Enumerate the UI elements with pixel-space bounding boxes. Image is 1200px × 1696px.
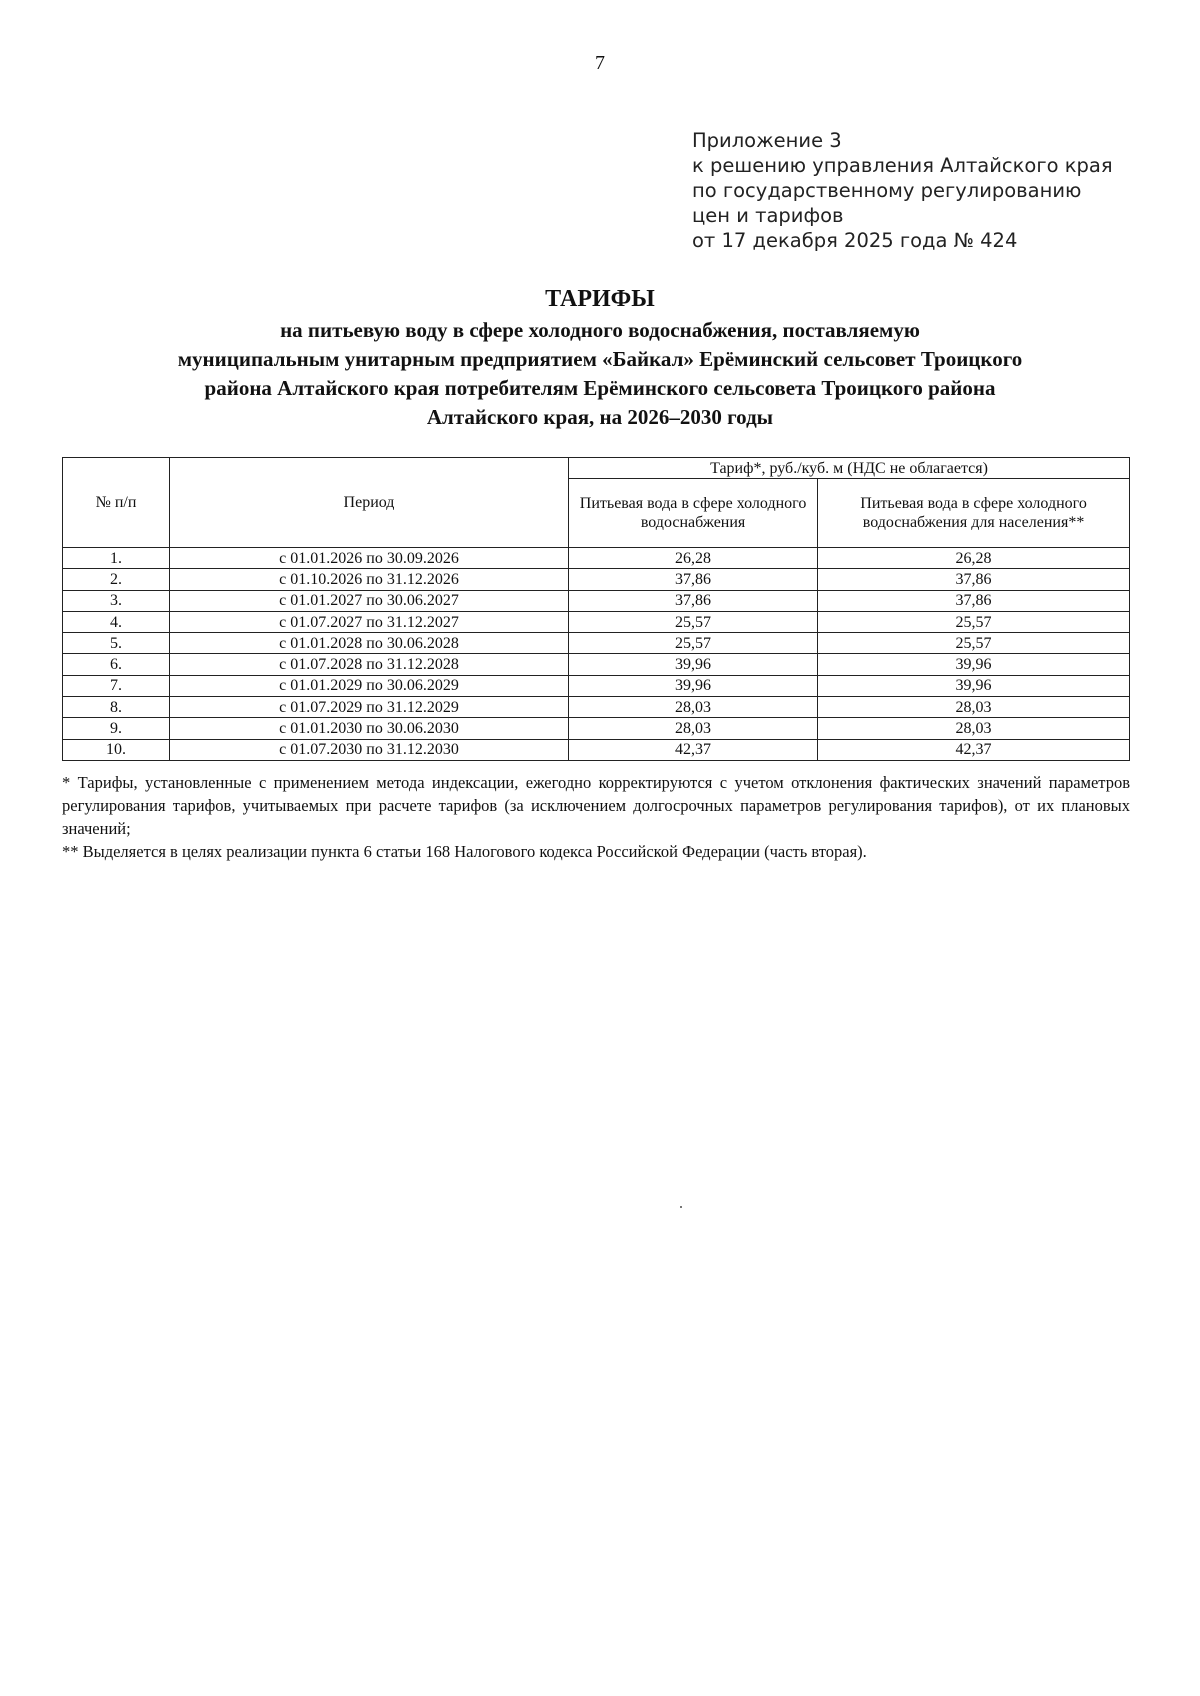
row-period: с 01.01.2030 по 30.06.2030 bbox=[170, 718, 569, 739]
header-number: № п/п bbox=[63, 458, 170, 548]
table-row bbox=[63, 675, 1130, 696]
row-water-tariff: 37,86 bbox=[569, 569, 818, 590]
row-period: с 01.07.2030 по 31.12.2030 bbox=[170, 739, 569, 760]
appendix-line-5: от 17 декабря 2025 года № 424 bbox=[692, 229, 1018, 252]
row-period: с 01.01.2028 по 30.06.2028 bbox=[170, 633, 569, 654]
row-number: 8. bbox=[63, 697, 170, 718]
row-population-tariff: 25,57 bbox=[818, 611, 1130, 632]
row-population-tariff: 42,37 bbox=[818, 739, 1130, 760]
header-drinking-water: Питьевая вода в сфере холодного водоснабжения bbox=[569, 479, 818, 548]
row-period: с 01.01.2029 по 30.06.2029 bbox=[170, 675, 569, 696]
row-population-tariff: 28,03 bbox=[818, 718, 1130, 739]
row-number: 2. bbox=[63, 569, 170, 590]
row-period: с 01.01.2027 по 30.06.2027 bbox=[170, 590, 569, 611]
page-number: 7 bbox=[595, 52, 605, 74]
row-population-tariff: 28,03 bbox=[818, 697, 1130, 718]
appendix-line-1: Приложение 3 bbox=[692, 129, 842, 152]
row-water-tariff: 37,86 bbox=[569, 590, 818, 611]
row-water-tariff: 25,57 bbox=[569, 633, 818, 654]
row-number: 7. bbox=[63, 675, 170, 696]
row-period: с 01.07.2028 по 31.12.2028 bbox=[170, 654, 569, 675]
row-number: 10. bbox=[63, 739, 170, 760]
row-water-tariff: 28,03 bbox=[569, 718, 818, 739]
main-title: ТАРИФЫ bbox=[545, 286, 655, 312]
row-number: 5. bbox=[63, 633, 170, 654]
title-line-4: Алтайского края, на 2026–2030 годы bbox=[426, 405, 774, 429]
table-row bbox=[63, 548, 1130, 569]
table-row bbox=[63, 718, 1130, 739]
table-row bbox=[63, 654, 1130, 675]
header-drinking-water-population: Питьевая вода в сфере холодного водоснабжения для населения** bbox=[818, 479, 1130, 548]
row-number: 3. bbox=[63, 590, 170, 611]
row-population-tariff: 39,96 bbox=[818, 675, 1130, 696]
appendix-line-4: цен и тарифов bbox=[692, 204, 844, 227]
appendix-line-3: по государственному регулированию bbox=[692, 179, 1082, 202]
footnote-indexation: * Тарифы, установленные с применением метода индексации, ежегодно корректируются с учетом отклонения фактических значений параметров регулирования тарифов, учитываемых при расчете тарифов (за исключением долгосрочных параметров регулирования тарифов), от их плановых значений; bbox=[62, 773, 1130, 838]
scan-speck bbox=[680, 1206, 682, 1208]
row-period: с 01.10.2026 по 31.12.2026 bbox=[170, 569, 569, 590]
row-period: с 01.01.2026 по 30.09.2026 bbox=[170, 548, 569, 569]
row-number: 1. bbox=[63, 548, 170, 569]
row-population-tariff: 25,57 bbox=[818, 633, 1130, 654]
row-population-tariff: 37,86 bbox=[818, 590, 1130, 611]
row-number: 6. bbox=[63, 654, 170, 675]
row-population-tariff: 39,96 bbox=[818, 654, 1130, 675]
table-row bbox=[63, 590, 1130, 611]
row-water-tariff: 42,37 bbox=[569, 739, 818, 760]
row-water-tariff: 39,96 bbox=[569, 675, 818, 696]
row-water-tariff: 26,28 bbox=[569, 548, 818, 569]
row-population-tariff: 37,86 bbox=[818, 569, 1130, 590]
row-period: с 01.07.2027 по 31.12.2027 bbox=[170, 611, 569, 632]
title-line-2: муниципальным унитарным предприятием «Байкал» Ерёминский сельсовет Троицкого bbox=[177, 347, 1023, 371]
row-number: 4. bbox=[63, 611, 170, 632]
table-row bbox=[63, 569, 1130, 590]
row-water-tariff: 39,96 bbox=[569, 654, 818, 675]
document-title bbox=[60, 283, 1140, 432]
table-row bbox=[63, 633, 1130, 654]
table-row bbox=[63, 739, 1130, 760]
appendix-header bbox=[692, 128, 1172, 253]
row-period: с 01.07.2029 по 31.12.2029 bbox=[170, 697, 569, 718]
table-row bbox=[63, 697, 1130, 718]
table-row bbox=[63, 611, 1130, 632]
footnotes bbox=[62, 771, 1130, 863]
row-number: 9. bbox=[63, 718, 170, 739]
appendix-line-2: к решению управления Алтайского края bbox=[692, 154, 1113, 177]
header-period: Период bbox=[170, 458, 569, 548]
title-line-3: района Алтайского края потребителям Ерёминского сельсовета Троицкого района bbox=[204, 376, 996, 400]
header-tariff-group: Тариф*, руб./куб. м (НДС не облагается) bbox=[569, 458, 1130, 479]
tariff-table bbox=[62, 457, 1130, 761]
row-water-tariff: 28,03 bbox=[569, 697, 818, 718]
title-line-1: на питьевую воду в сфере холодного водоснабжения, поставляемую bbox=[280, 318, 920, 342]
row-water-tariff: 25,57 bbox=[569, 611, 818, 632]
footnote-tax-code: ** Выделяется в целях реализации пункта 6 статьи 168 Налогового кодекса Российской Федерации (часть вторая). bbox=[62, 842, 867, 861]
row-population-tariff: 26,28 bbox=[818, 548, 1130, 569]
